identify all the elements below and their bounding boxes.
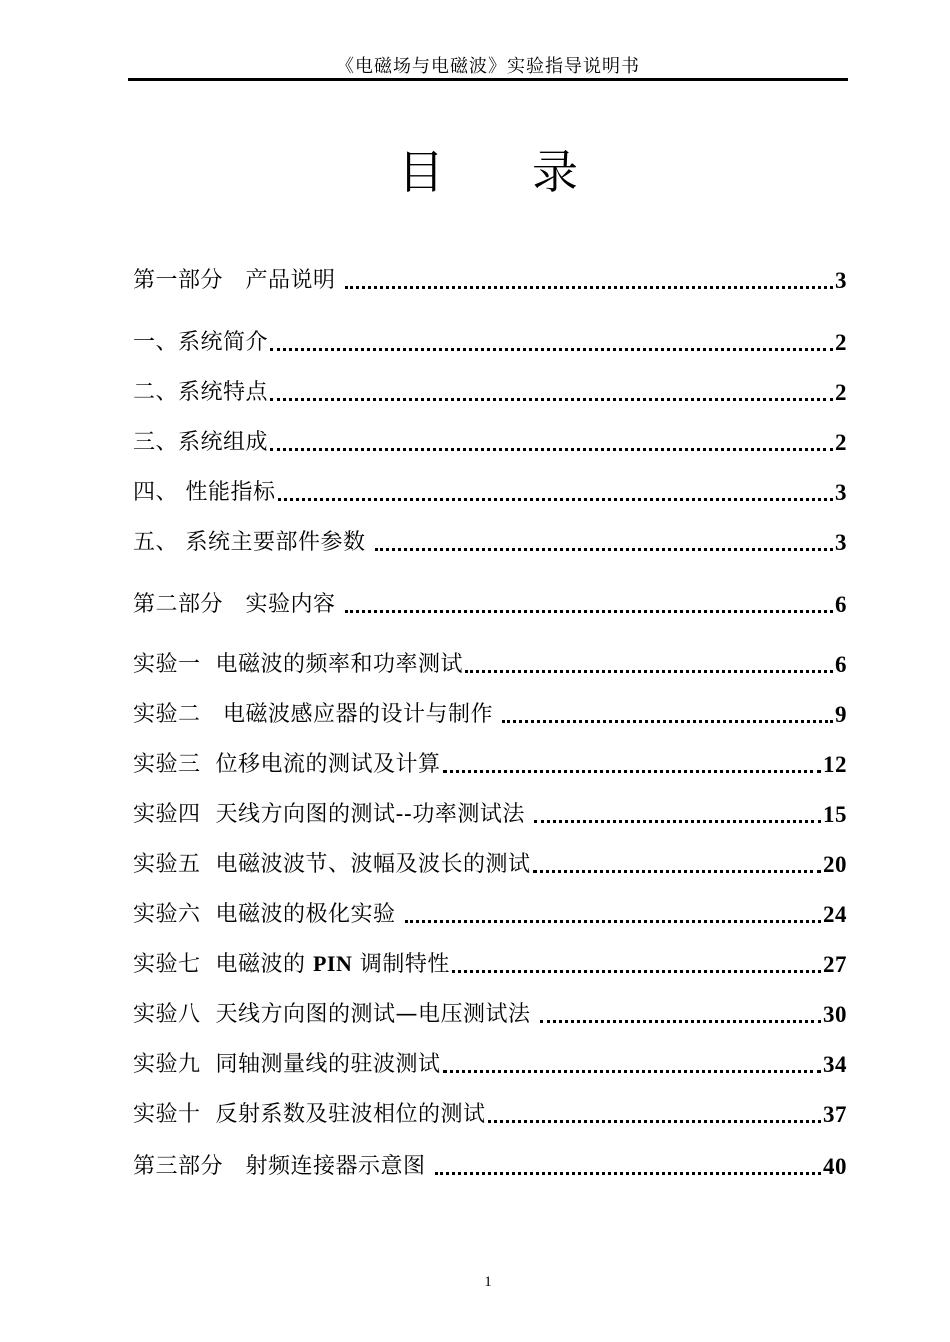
dot-leader [278, 498, 834, 501]
toc-entry[interactable] [133, 696, 847, 730]
toc-entry[interactable] [133, 946, 847, 980]
dot-leader [488, 1120, 822, 1123]
dot-leader [345, 286, 833, 289]
toc-entry-page: 6 [835, 652, 847, 677]
toc-entry[interactable] [133, 746, 847, 780]
toc-entry[interactable] [133, 324, 847, 358]
toc-entry[interactable] [133, 846, 847, 880]
toc-entry-page: 34 [823, 1052, 847, 1077]
page-number: 1 [484, 1274, 492, 1290]
toc-entry-label: 实验九 同轴测量线的驻波测试 [133, 1052, 441, 1077]
toc-entry-label: 实验八 天线方向图的测试—电压测试法 [133, 1002, 538, 1027]
toc-entry-label: 实验十 反射系数及驻波相位的测试 [133, 1102, 486, 1127]
dot-leader [443, 770, 822, 773]
toc-entry-label: 第三部分 射频连接器示意图 [133, 1154, 433, 1179]
toc-entry[interactable] [133, 424, 847, 458]
toc-entry-page: 3 [835, 480, 847, 505]
toc-entry-label: 实验五 电磁波波节、波幅及波长的测试 [133, 852, 531, 877]
toc-entry-page: 2 [835, 330, 847, 355]
toc-entry-page: 20 [823, 852, 847, 877]
toc-entry[interactable] [133, 374, 847, 408]
dot-leader [405, 920, 821, 923]
toc-entry-label: 实验一 电磁波的频率和功率测试 [133, 652, 463, 677]
toc-entry-page: 15 [823, 802, 847, 827]
toc-entry-page: 27 [823, 952, 847, 977]
toc-entry-page: 3 [835, 530, 847, 555]
toc-entry-label [133, 949, 450, 980]
toc-entry-page: 3 [835, 268, 847, 293]
toc-entry-page: 40 [823, 1154, 847, 1179]
toc-entry-label: 一、系统简介 [133, 330, 269, 355]
toc-entry[interactable] [133, 896, 847, 930]
dot-leader [345, 610, 833, 613]
toc-entry-page: 9 [835, 702, 847, 727]
toc-entry[interactable] [133, 586, 847, 620]
toc-entry-page: 2 [835, 430, 847, 455]
dot-leader [502, 720, 833, 723]
dot-leader [375, 548, 833, 551]
dot-leader [270, 348, 833, 351]
toc-entry-label: 四、 性能指标 [133, 480, 276, 505]
dot-leader [533, 870, 822, 873]
toc-entry-label-pin: PIN [312, 951, 353, 976]
toc-entry-label: 五、 系统主要部件参数 [133, 530, 373, 555]
toc-title-char-1: 目 [398, 145, 444, 199]
toc-title-char-2: 录 [532, 145, 578, 199]
toc-entry[interactable] [133, 474, 847, 508]
toc-entry-page: 6 [835, 592, 847, 617]
toc-entry-label: 第一部分 产品说明 [133, 268, 343, 293]
toc-entry-page: 24 [823, 902, 847, 927]
toc-entry[interactable] [133, 262, 847, 296]
toc-entry-page: 30 [823, 1002, 847, 1027]
toc-entry[interactable] [133, 646, 847, 680]
dot-leader [270, 448, 833, 451]
dot-leader [465, 670, 833, 673]
toc-entry-label: 实验三 位移电流的测试及计算 [133, 752, 441, 777]
toc-entry[interactable] [133, 1148, 847, 1182]
dot-leader [443, 1070, 822, 1073]
page-header: 《电磁场与电磁波》实验指导说明书 [336, 56, 640, 77]
toc-entry-label: 第二部分 实验内容 [133, 592, 343, 617]
toc-entry-page: 37 [823, 1102, 847, 1127]
toc-entry-label-part: 实验七 电磁波的 [133, 952, 313, 977]
dot-leader [534, 820, 821, 823]
dot-leader [452, 970, 821, 973]
toc-entry-page: 2 [835, 380, 847, 405]
toc-entry[interactable] [133, 796, 847, 830]
toc-entry-label: 实验六 电磁波的极化实验 [133, 902, 403, 927]
dot-leader [435, 1172, 821, 1175]
toc-entry[interactable] [133, 996, 847, 1030]
toc-entry-label: 二、系统特点 [133, 380, 269, 405]
dot-leader [270, 398, 833, 401]
toc-entry-label: 三、系统组成 [133, 430, 269, 455]
table-of-contents [133, 0, 847, 1342]
toc-entry-label-part: 调制特性 [352, 952, 450, 977]
toc-entry[interactable] [133, 1046, 847, 1080]
toc-entry-label: 实验二 电磁波感应器的设计与制作 [133, 702, 501, 727]
toc-entry[interactable] [133, 1096, 847, 1130]
toc-entry-label: 实验四 天线方向图的测试--功率测试法 [133, 802, 533, 827]
toc-entry[interactable] [133, 524, 847, 558]
dot-leader [540, 1020, 821, 1023]
toc-entry-page: 12 [823, 752, 847, 777]
